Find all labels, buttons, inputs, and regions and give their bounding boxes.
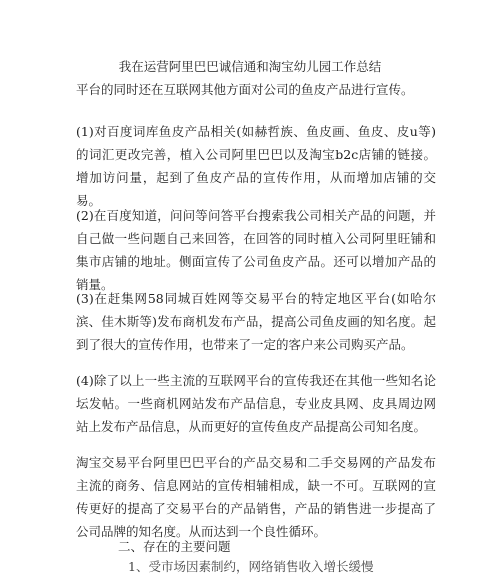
paragraph-summary: 淘宝交易平台阿里巴巴平台的产品交易和二手交易网的产品发布主流的商务、信息网站的宣传相辅相成，缺一不可。互联网的宣传更好的提高了交易平台的产品销售，产品的销售进一步提高了公司品牌的知名度。从而达到一个良性循环。 — [76, 455, 436, 539]
paragraph-intro: 平台的同时还在互联网其他方面对公司的鱼皮产品进行宣传。 — [76, 82, 414, 97]
cutoff-line: 1、受市场因素制约，网络销售收入增长缓慢 — [128, 559, 374, 574]
paragraph-item-1: (1)对百度词库鱼皮产品相关(如赫哲族、鱼皮画、鱼皮、皮u等)的词汇更改完善，植入公司阿里巴巴以及淘宝b2c店铺的链接。增加访问量，起到了鱼皮产品的宣传作用，从而增加店铺的交易。 — [76, 124, 436, 208]
section-heading: 二、存在的主要问题 — [118, 539, 231, 554]
paragraph-item-4: (4)除了以上一些主流的互联网平台的宣传我还在其他一些知名论坛发帖。一些商机网站发布产品信息，专业皮具网、皮具周边网站上发布产品信息，从而更好的宣传鱼皮产品提高公司知名度。 — [76, 373, 436, 434]
document-title: 我在运营阿里巴巴诚信通和淘宝幼儿园工作总结 — [118, 59, 382, 74]
paragraph-item-2: (2)在百度知道，问问等问答平台搜索我公司相关产品的问题，并自己做一些问题自己来回答，在回答的同时植入公司阿里旺铺和集市店铺的地址。侧面宣传了公司鱼皮产品。还可以增加产品的销量。 — [76, 208, 436, 292]
paragraph-item-3: (3)在赶集网58同城百姓网等交易平台的特定地区平台(如哈尔滨、佳木斯等)发布商机发布产品，提高公司鱼皮画的知名度。起到了很大的宣传作用，也带来了一定的客户来公司购买产品。 — [76, 291, 436, 352]
